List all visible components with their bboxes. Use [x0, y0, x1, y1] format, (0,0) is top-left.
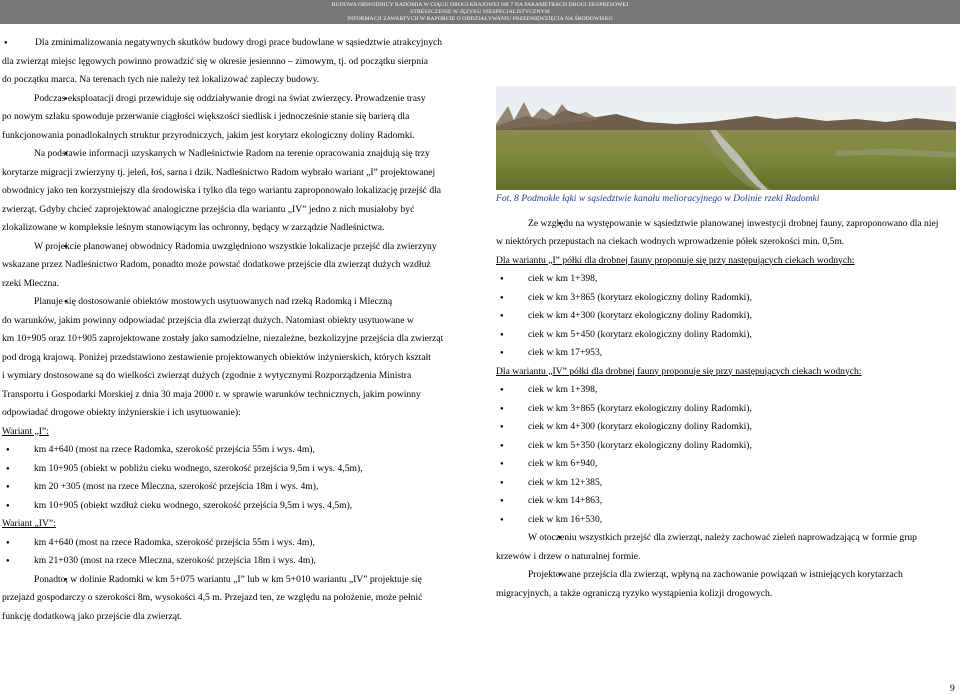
paragraph-1	[2, 34, 474, 53]
variant-4-watercourse: ● ciek w km 14+863,	[496, 492, 958, 511]
p5-line-5: i wymiary dostosowane są do wielkości zwierząt dużych (zgodnie z wytycznymi Rozporządzenia Ministra	[2, 370, 412, 381]
paragraph-6: ● Ponadto, w dolinie Radomki w km 5+075 wariantu „I” lub w km 5+010 wariantu „IV” projektuje się	[2, 571, 474, 590]
p1-line-2: dla zwierząt miejsc lęgowych powinno prowadzić się w okresie jesiennno – zimowym, tj. od początku sierpnia	[2, 55, 428, 67]
variant-1-watercourse: ● ciek w km 5+450 (korytarz ekologiczny doliny Radomki),	[496, 326, 958, 345]
variant-4-item: ● km 4+640 (most na rzece Radomka, szerokość przejścia 55m i wys. 4m),	[2, 534, 474, 553]
p5-line-2: do warunków, jakim powinny odpowiadać przejścia dla zwierząt dużych. Natomiast obiekty usytuowane w	[2, 314, 414, 326]
header-line-1: BUDOWA OBWODNICY RADOMIA W CIĄGU DROGI KRAJOWEJ NR 7 NA PARAMETRACH DROGI EKSPRESOWEJ	[331, 2, 629, 8]
right-column	[496, 190, 958, 603]
p4-line-2: wskazane przez Nadleśnictwo Radom, ponadto może powstać dodatkowe przejście dla zwierząt dużych wzdłuż	[2, 259, 431, 270]
p3-line-4: zwierząt. Gdyby chcieć zaprojektować analogiczne przejścia dla wariantu „IV” jedno z nich musiałoby być	[2, 203, 415, 215]
variant-4-watercourse: ● ciek w km 1+398,	[496, 381, 958, 400]
p5-line-6: Transportu i Gospodarki Morskiej z dnia 30 maja 2000 r. w sprawie warunków technicznych, jakim powinny	[2, 388, 421, 400]
p2-line-2: po nowym szlaku spowoduje przerwanie ciągłości większości siedlisk i jednocześnie stanie się barierą dla	[2, 111, 410, 122]
variant-1-title: Wariant „I”:	[2, 425, 49, 437]
paragraph-2: ● Podczas eksploatacji drogi przewiduje się oddziaływanie drogi na świat zwierzęcy. Prowadzenie trasy	[2, 90, 474, 109]
variant-4-shelves-title: Dla wariantu „IV” półki dla drobnej fauny proponuje się przy następujących ciekach wodnych:	[496, 365, 862, 377]
p3-line-3: obwodnicy jako ten korzystniejszy dla środowiska i tylko dla tego wariantu zaproponowało lokalizację przejść dla	[2, 185, 442, 196]
variant-4-watercourse: ● ciek w km 6+940,	[496, 455, 958, 474]
p3-line-5: zlokalizowane w kompleksie leśnym stanowiącym las ochronny, będący w zarządzie Nadleśnictwa.	[2, 222, 385, 233]
variant-4-watercourse: ● ciek w km 12+385,	[496, 474, 958, 493]
p6-line-2: przejazd gospodarczy o szerokości 8m, wysokości 4,5 m. Przejazd ten, ze względu na położenie, może pełnić	[2, 592, 423, 603]
left-column	[2, 34, 474, 626]
variant-1-watercourse: ● ciek w km 4+300 (korytarz ekologiczny doliny Radomki),	[496, 307, 958, 326]
variant-1-item: ● km 10+905 (obiekt wzdłuż cieku wodnego, szerokość przejścia 9,5m i wys. 4,5m),	[2, 497, 474, 516]
variant-1-item: ● km 4+640 (most na rzece Radomka, szerokość przejścia 55m i wys. 4m),	[2, 441, 474, 460]
variant-4-item: ● km 21+030 (most na rzece Mleczna, szerokość przejścia 18m i wys. 4m),	[2, 552, 474, 571]
right-paragraph-2: ● W otoczeniu wszystkich przejść dla zwierząt, należy zachować zieleń naprowadzającą w formie grup	[496, 529, 958, 548]
p1-line-1: Dla zminimalizowania negatywnych skutków budowy drogi prace budowlane w sąsiedztwie atrakcyjnych	[35, 37, 443, 48]
variant-1-watercourse: ● ciek w km 3+865 (korytarz ekologiczny doliny Radomki),	[496, 289, 958, 308]
p3-line-2: korytarze migracji zwierzyny tj. jeleń, łoś, sarna i dzik. Nadleśnictwo Radom wybrało wariant „I” projektowanej	[2, 166, 436, 178]
document-header	[0, 0, 960, 24]
variant-1-watercourse: ● ciek w km 1+398,	[496, 270, 958, 289]
header-line-2: STRESZCZENIE W JĘZYKU NIESPECJALISTYCZNYM	[410, 9, 550, 15]
variant-1-watercourse: ● ciek w km 17+953,	[496, 344, 958, 363]
variant-4-watercourse: ● ciek w km 5+350 (korytarz ekologiczny doliny Radomki),	[496, 437, 958, 456]
p2-line-3: funkcjonowania ponadlokalnych struktur przyrodniczych, jakim jest korytarz ekologiczny doliny Radomki.	[2, 129, 415, 141]
variant-1-item: ● km 20 +305 (most na rzece Mleczna, szerokość przejścia 18m i wys. 4m),	[2, 478, 474, 497]
p5-line-4: pod drogą krajową. Poniżej przedstawiono zestawienie projektowanych obiektów inżynierskich, których kształt	[2, 351, 431, 363]
meadow-photo	[496, 86, 956, 190]
paragraph-5: ● Planuje się dostosowanie obiektów mostowych usytuowanych nad rzeką Radomką i Mleczną	[2, 293, 474, 312]
right-p1-line-2: w niektórych przepustach na ciekach wodnych wprowadzenie półek szerokości min. 0,5m.	[496, 236, 845, 247]
variant-4-title: Wariant „IV”:	[2, 518, 56, 529]
p5-line-3: km 10+905 oraz 10+905 zaprojektowane zostały jako samodzielne, niezależne, bezkolizyjne przejścia dla zwierząt	[2, 333, 444, 344]
photo-caption: Fot. 8 Podmokłe łąki w sąsiedztwie kanału melioracyjnego w Dolinie rzeki Radomki	[496, 193, 820, 204]
variant-1-item: ● km 10+905 (obiekt w pobliżu cieku wodnego, szerokość przejścia 9,5m i wys. 4,5m),	[2, 460, 474, 479]
meadow-photo-illustration	[496, 86, 956, 190]
variant-4-watercourse: ● ciek w km 16+530,	[496, 511, 958, 530]
p1-line-3: do początku marca. Na terenach tych nie należy też lokalizować zapleczy budowy.	[2, 74, 320, 85]
paragraph-3: ● Na podstawie informacji uzyskanych w Nadleśnictwie Radom na terenie opracowania znajdują się trzy	[2, 145, 474, 164]
p5-line-7: odpowiadać drogowe obiekty inżynierskie i ich usytuowanie):	[2, 407, 241, 418]
right-p3-line-2: migracyjnych, a także ograniczą ryzyko wystąpienia kolizji drogowych.	[496, 587, 773, 599]
paragraph-4: ● W projekcie planowanej obwodnicy Radomia uwzględniono wszystkie lokalizacje przejść dla zwierzyny	[2, 238, 474, 257]
variant-1-shelves-title: Dla wariantu „I” półki dla drobnej fauny proponuje się przy następujących ciekach wodnych:	[496, 254, 855, 266]
page-number: 9	[950, 683, 955, 694]
right-paragraph-1: ● Ze względu na występowanie w sąsiedztwie planowanej inwestycji drobnej fauny, zaproponowano dla niej	[496, 215, 958, 234]
p4-line-3: rzeki Mleczna.	[2, 277, 59, 289]
right-paragraph-3: ● Projektowane przejścia dla zwierząt, wpłyną na zachowanie powiązań w istniejących korytarzach	[496, 566, 958, 585]
header-line-3: INFORMACJI ZAWARTYCH W RAPORCIE O ODDZIAŁYWANIU PRZEDSIĘWZIĘCIA NA ŚRODOWISKO	[347, 16, 613, 22]
variant-4-watercourse: ● ciek w km 4+300 (korytarz ekologiczny doliny Radomki),	[496, 418, 958, 437]
right-p2-line-2: krzewów i drzew o naturalnej formie.	[496, 550, 641, 562]
p6-line-3: funkcję dodatkową jako przejście dla zwierząt.	[2, 610, 183, 622]
variant-4-watercourse: ● ciek w km 3+865 (korytarz ekologiczny doliny Radomki),	[496, 400, 958, 419]
